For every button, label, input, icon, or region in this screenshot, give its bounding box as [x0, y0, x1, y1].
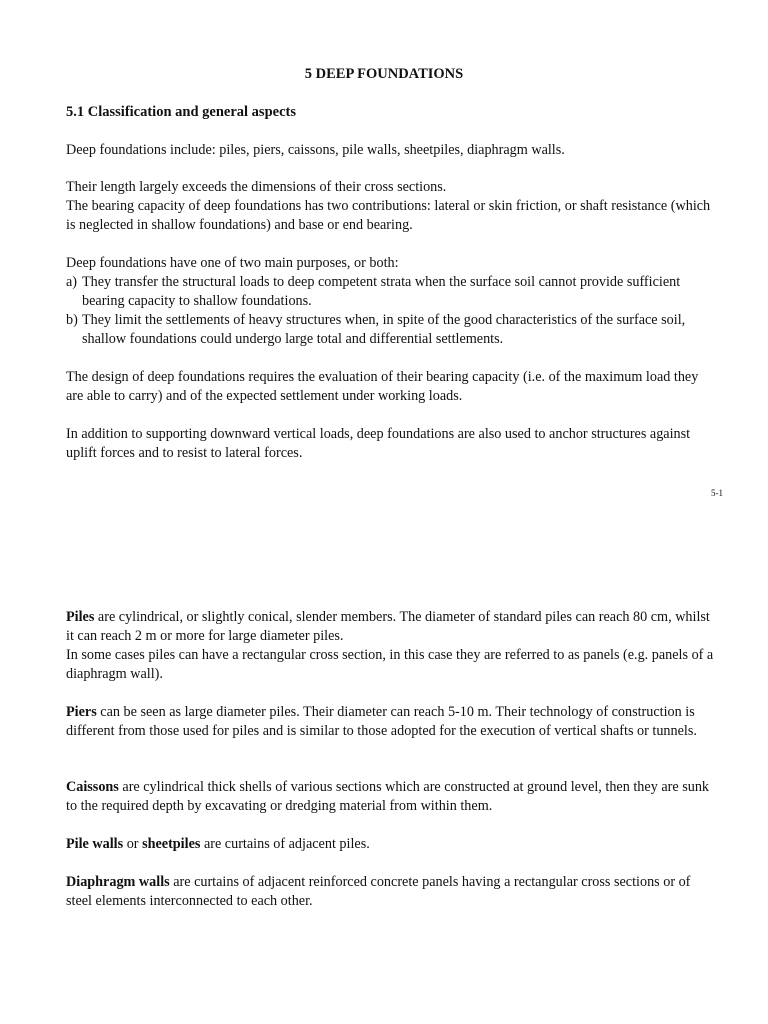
section-heading: 5.1 Classification and general aspects — [66, 104, 296, 120]
paragraph-length-line1: Their length largely exceeds the dimensions of their cross sections. — [66, 179, 447, 195]
paragraph-addition: In addition to supporting downward vertical loads, deep foundations are also used to anchor structures against uplift forces and to resist to lateral forces. — [66, 426, 691, 461]
term-piers: Piers — [66, 704, 97, 720]
list-item — [66, 273, 716, 311]
paragraph-diaphragm-walls — [66, 873, 716, 911]
pile-walls-connector: or — [123, 836, 143, 852]
paragraph-pile-walls — [66, 835, 716, 854]
piers-description: can be seen as large diameter piles. Their diameter can reach 5-10 m. Their technology of construction is different from those used for piles and is similar to those adopted for the execution of vertical shafts or tunnels. — [66, 704, 697, 739]
paragraph-piles — [66, 608, 716, 684]
paragraph-piers — [66, 703, 716, 741]
term-piles: Piles — [66, 609, 95, 625]
page-number: 5-1 — [711, 488, 723, 498]
piles-description: are cylindrical, or slightly conical, slender members. The diameter of standard piles can reach 80 cm, whilst it can reach 2 m or more for large diameter piles. — [66, 609, 710, 644]
list-item-text: They limit the settlements of heavy structures when, in spite of the good characteristics of the surface soil, shallow foundations could undergo large total and differential settlements. — [82, 312, 686, 347]
paragraph-types: Deep foundations include: piles, piers, caissons, pile walls, sheetpiles, diaphragm walls. — [66, 142, 565, 158]
caissons-description: are cylindrical thick shells of various sections which are constructed at ground level, then they are sunk to the required depth by excavating or dredging material from within them. — [66, 779, 710, 814]
pile-walls-description: are curtains of adjacent piles. — [200, 836, 370, 852]
term-caissons: Caissons — [66, 779, 119, 795]
term-sheetpiles: sheetpiles — [142, 836, 201, 852]
document-title: 5 DEEP FOUNDATIONS — [304, 66, 464, 82]
term-pile-walls: Pile walls — [66, 836, 124, 852]
term-diaphragm-walls: Diaphragm walls — [66, 874, 170, 890]
purposes-list — [66, 273, 716, 349]
paragraph-piles-line1 — [66, 608, 716, 646]
purposes-intro: Deep foundations have one of two main purposes, or both: — [66, 255, 399, 271]
list-item-text: They transfer the structural loads to deep competent strata when the surface soil cannot provide sufficient bearing capacity to shallow foundations. — [82, 274, 681, 309]
paragraph-length-line2: The bearing capacity of deep foundations has two contributions: lateral or skin friction, or shaft resistance (which is neglected in shallow foundations) and base or end bearing. — [66, 198, 711, 233]
paragraph-length — [66, 178, 716, 235]
list-marker: a) — [66, 274, 78, 290]
list-marker: b) — [66, 312, 78, 328]
diaphragm-walls-description: are curtains of adjacent reinforced concrete panels having a rectangular cross sections or of steel elements interconnected to each other. — [66, 874, 691, 909]
list-item — [66, 311, 716, 349]
paragraph-piles-line2: In some cases piles can have a rectangular cross section, in this case they are referred to as panels (e.g. panels of a diaphragm wall). — [66, 647, 714, 682]
paragraph-design: The design of deep foundations requires the evaluation of their bearing capacity (i.e. of the maximum load they are able to carry) and of the expected settlement under working loads. — [66, 369, 699, 404]
paragraph-caissons — [66, 778, 716, 816]
